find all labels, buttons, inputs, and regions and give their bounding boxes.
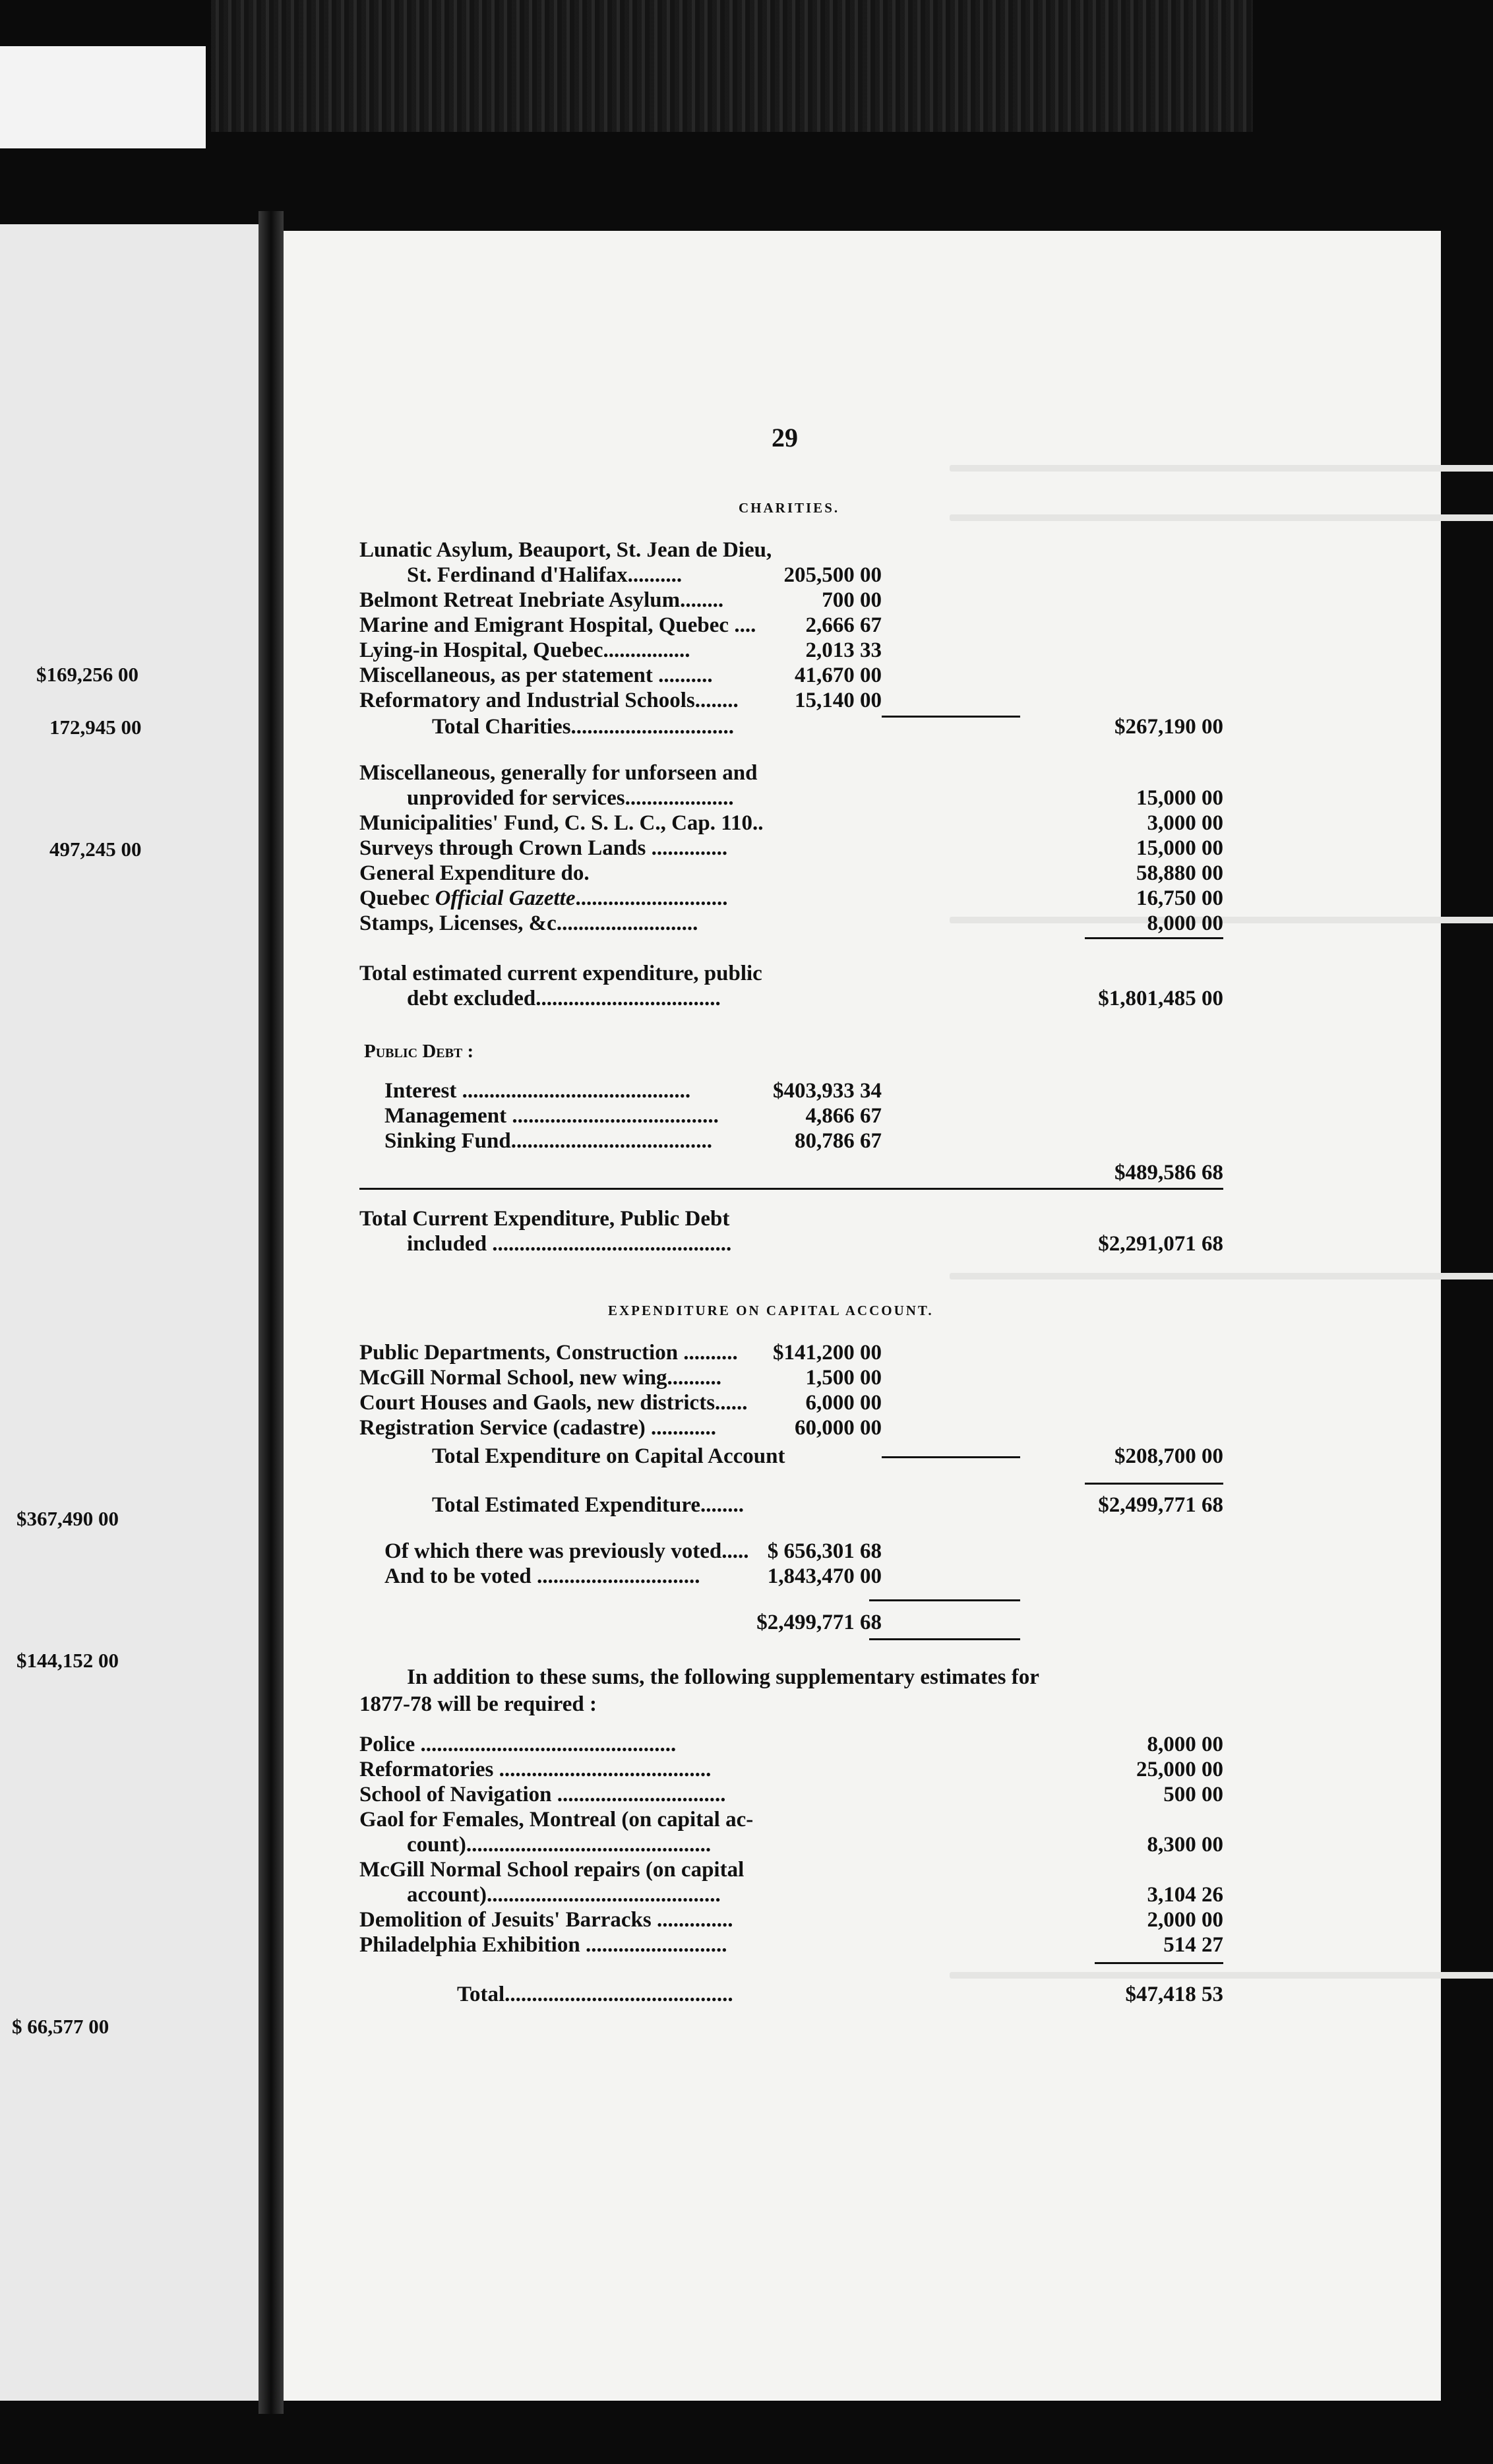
left-page-amount: $144,152 00 (16, 1649, 119, 1672)
table-row: Demolition of Jesuits' Barracks .............. 2,000 00 (359, 1908, 1223, 1932)
table-row: Reformatory and Industrial Schools........ 15,140 00 (359, 689, 882, 712)
left-page-amount: $169,256 00 (36, 663, 138, 686)
table-row: Miscellaneous, generally for unforseen and (359, 761, 758, 785)
table-row: Total estimated current expenditure, public (359, 962, 762, 985)
rule (869, 1638, 1020, 1640)
section-heading-charities: CHARITIES. (739, 500, 840, 516)
left-page-amount: $367,490 00 (16, 1507, 119, 1530)
bleed-through (950, 465, 1493, 472)
table-row: Interest .......................................... $403,933 34 (384, 1079, 882, 1103)
table-row: Of which there was previously voted..... $ 656,301 68 (384, 1539, 882, 1563)
section-heading-capital: EXPENDITURE ON CAPITAL ACCOUNT. (608, 1303, 934, 1318)
total-row: $2,499,771 68 (756, 1611, 882, 1634)
rule (1095, 1962, 1223, 1964)
table-row: Surveys through Crown Lands .............. 15,000 00 (359, 836, 1223, 860)
section-heading-public-debt: Public Debt : (364, 1041, 474, 1062)
table-row: Police ............................................... 8,000 00 (359, 1733, 1223, 1756)
total-row: debt excluded.................................. $1,801,485 00 (407, 987, 1223, 1010)
table-row: Municipalities' Fund, C. S. L. C., Cap. 110.. 3,000 00 (359, 811, 1223, 835)
left-page-amount: 497,245 00 (49, 838, 142, 861)
table-row: Quebec Official Gazette............................ 16,750 00 (359, 886, 1223, 910)
rule (869, 1599, 1020, 1601)
left-page-amount: $ 66,577 00 (12, 2015, 109, 2038)
rule (1085, 1483, 1223, 1485)
left-page-amount: 172,945 00 (49, 716, 142, 739)
table-row: Belmont Retreat Inebriate Asylum........ 700 00 (359, 588, 882, 612)
table-row: Total Current Expenditure, Public Debt (359, 1207, 730, 1231)
total-row: included ............................................ $2,291,071 68 (407, 1232, 1223, 1256)
bleed-through (950, 1972, 1493, 1979)
table-row: McGill Normal School, new wing.......... 1,500 00 (359, 1366, 882, 1390)
table-row: unprovided for services.................... 15,000 00 (407, 786, 1223, 810)
table-row: Sinking Fund..................................... 80,786 67 (384, 1129, 882, 1153)
table-row: McGill Normal School repairs (on capital (359, 1858, 745, 1882)
table-row: count)............................................. 8,300 00 (407, 1833, 1223, 1857)
table-row: Lunatic Asylum, Beauport, St. Jean de Dieu, (359, 538, 772, 562)
bleed-through (950, 514, 1493, 521)
table-row: Management ...................................... 4,866 67 (384, 1104, 882, 1128)
total-row: Total.......................................... $47,418 53 (457, 1983, 1223, 2006)
table-row: Reformatories ....................................... 25,000 00 (359, 1758, 1223, 1781)
table-row: Philadelphia Exhibition .......................... 514 27 (359, 1933, 1223, 1957)
table-row: General Expenditure do. 58,880 00 (359, 861, 1223, 885)
rule (1085, 937, 1223, 939)
table-row: account)........................................... 3,104 26 (407, 1883, 1223, 1907)
table-row: Lying-in Hospital, Quebec................ 2,013 33 (359, 638, 882, 662)
table-row: Public Departments, Construction .......... $141,200 00 (359, 1341, 882, 1365)
paragraph-line: In addition to these sums, the following supplementary estimates for (407, 1665, 1039, 1689)
paragraph-line: 1877-78 will be required : (359, 1692, 597, 1716)
left-page (0, 224, 259, 2401)
table-row: St. Ferdinand d'Halifax.......... 205,500 00 (407, 563, 882, 587)
table-row: Court Houses and Gaols, new districts...... 6,000 00 (359, 1391, 882, 1415)
table-row: Registration Service (cadastre) ............ 60,000 00 (359, 1416, 882, 1440)
table-row: Stamps, Licenses, &c.......................... 8,000 00 (359, 911, 1223, 935)
table-row: Gaol for Females, Montreal (on capital ac- (359, 1808, 754, 1832)
table-row: School of Navigation ............................... 500 00 (359, 1783, 1223, 1806)
table-row: Marine and Emigrant Hospital, Quebec .... 2,666 67 (359, 613, 882, 637)
total-row: Total Estimated Expenditure........ $2,499,771 68 (432, 1493, 1223, 1517)
film-label-tab (0, 46, 206, 148)
total-row: Total Charities.............................. $267,190 00 (432, 715, 1223, 739)
total-row: Total Expenditure on Capital Account $208,700 00 (432, 1444, 1223, 1468)
film-strip-top (211, 0, 1253, 132)
rule (359, 1188, 1223, 1190)
table-row: And to be voted .............................. 1,843,470 00 (384, 1564, 882, 1588)
total-row: $489,586 68 (1114, 1161, 1223, 1185)
page-number: 29 (772, 423, 798, 452)
book-gutter (259, 211, 284, 2414)
bleed-through (950, 1273, 1493, 1279)
table-row: Miscellaneous, as per statement .......... 41,670 00 (359, 663, 882, 687)
